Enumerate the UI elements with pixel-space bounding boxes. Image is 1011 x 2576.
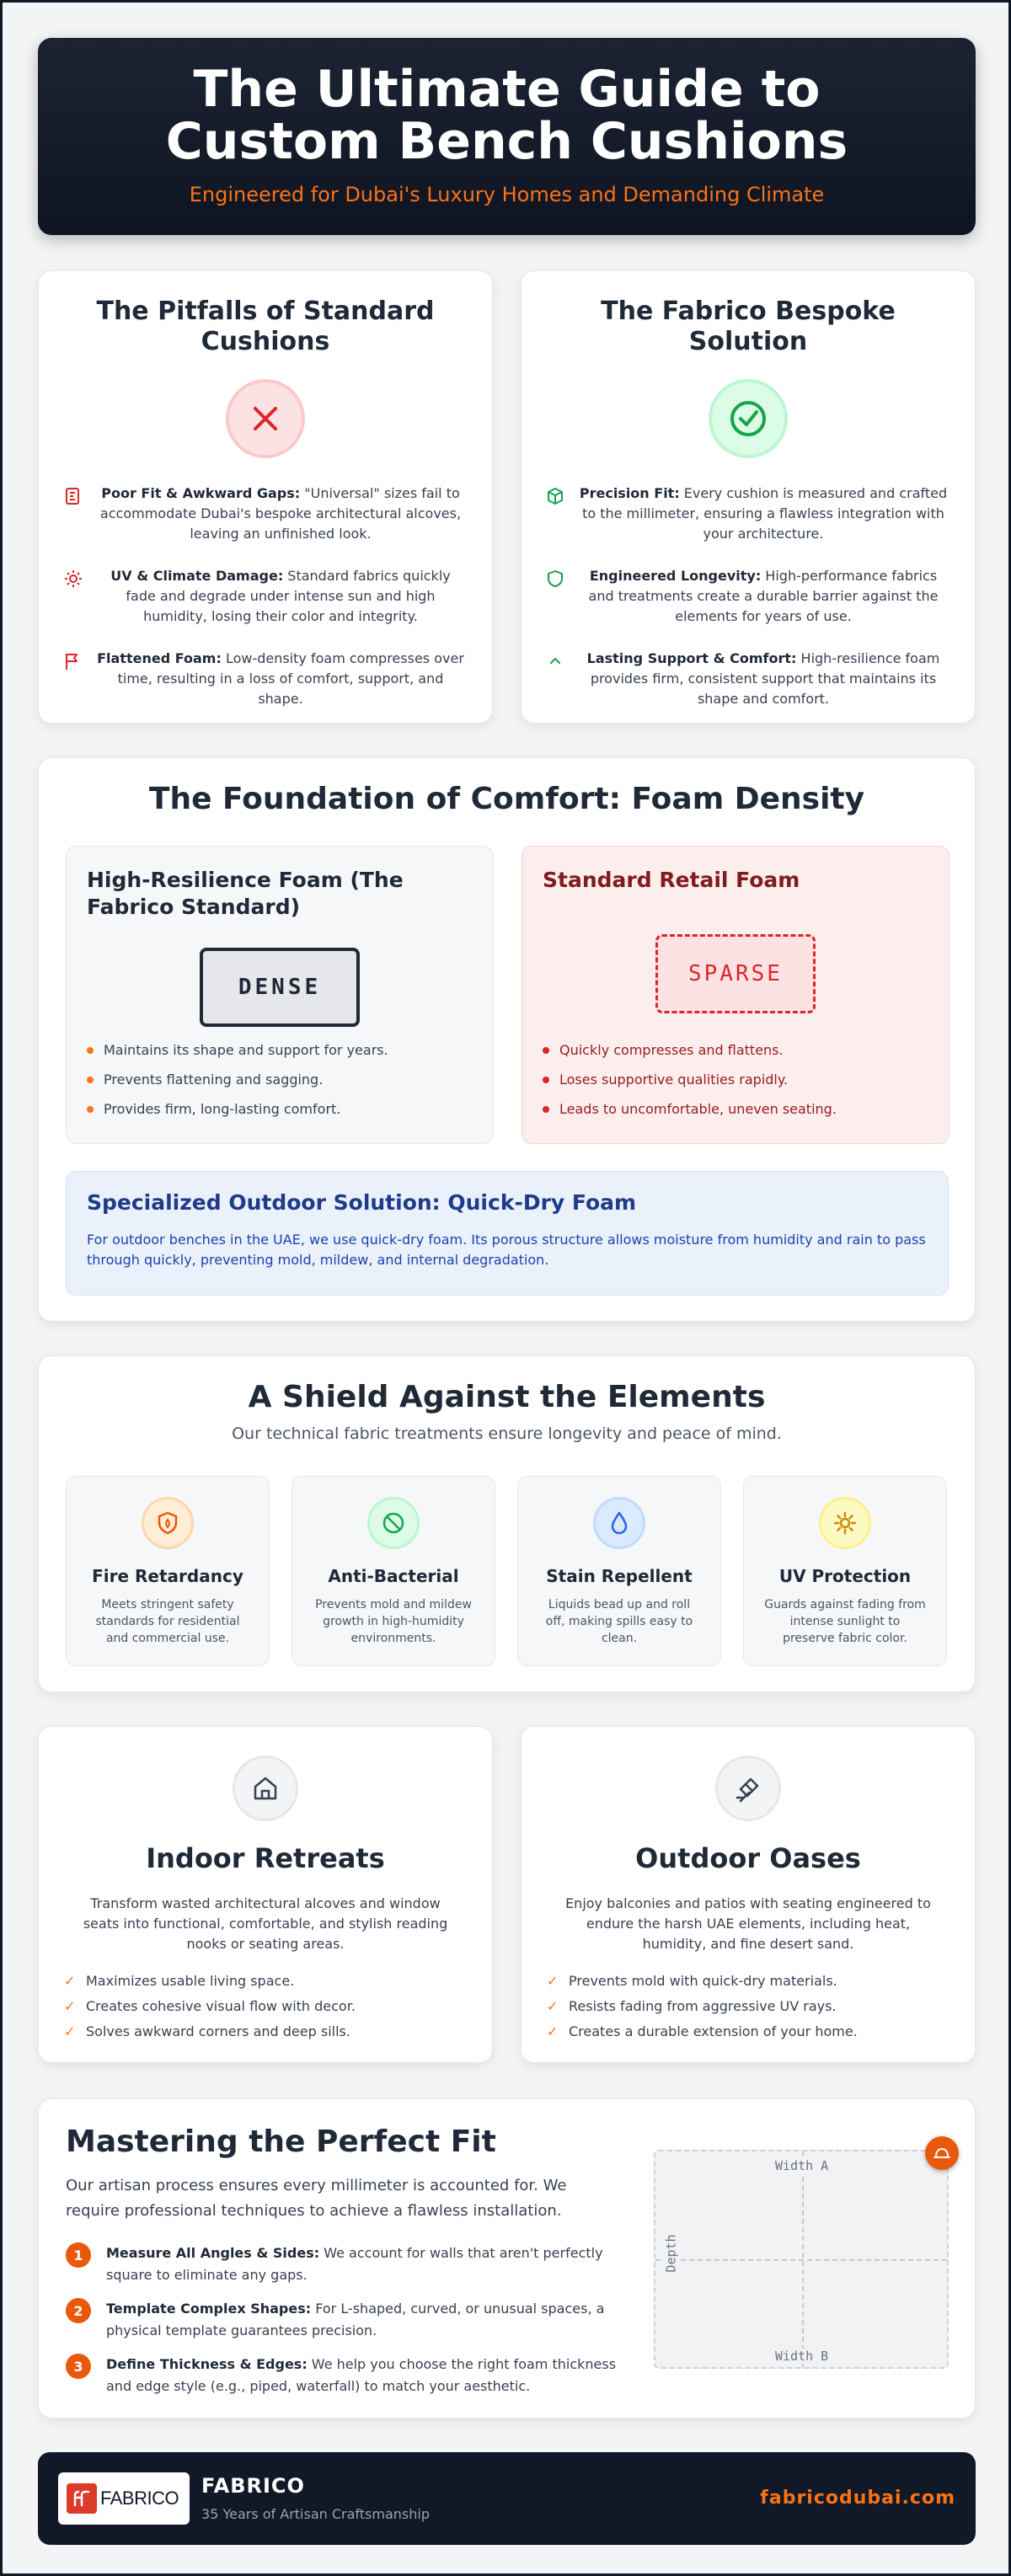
feature-text: Meets stringent safety standards for residential and commercial use. [95,1598,240,1645]
outdoor-list [547,1973,949,2039]
perfect-fit-section [38,2098,976,2418]
foam-good-title: High-Resilience Foam (The Fabrico Standard) [87,868,404,919]
fit-step [66,2354,622,2397]
quick-dry-text: For outdoor benches in the UAE, we use quick-dry foam. Its porous structure allows moisture from humidity and rain to pass through quickly, preventing mold, mildew, and internal degradation. [87,1232,926,1268]
pitfall-item [64,566,467,627]
solution-item [547,649,949,709]
feature-title: Stain Repellent [546,1566,693,1586]
diagram-center-horizontal [655,2259,947,2261]
feature-text: Liquids bead up and roll off, making spills easy to clean. [545,1598,693,1645]
feature-card-anti-bacterial [292,1476,495,1666]
check-circle-icon [709,379,788,458]
step-label: Template Complex Shapes: [106,2301,312,2317]
pitfalls-card [38,270,493,724]
outdoor-title: Outdoor Oases [635,1842,861,1874]
standard-foam-panel [522,846,949,1144]
dense-foam-sample: DENSE [200,948,360,1027]
solution-card [521,270,976,724]
home-icon [233,1756,298,1821]
foam-section-title: The Foundation of Comfort: Foam Density [148,782,865,816]
list-item: Quickly compresses and flattens. [543,1042,837,1058]
solution-label: Engineered Longevity: [589,568,762,584]
pitfalls-title: The Pitfalls of Standard Cushions [96,297,435,356]
foam-good-list [87,1042,388,1130]
feature-card-fire-retardancy [66,1476,270,1666]
step-text: We account for walls that aren't perfectly square to eliminate any gaps. [106,2245,603,2283]
fit-step [66,2298,622,2342]
sun-icon [64,569,84,591]
pitfall-label: Poor Fit & Awkward Gaps: [101,485,301,501]
pitfall-text: Low-density foam compresses over time, resulting in a loss of comfort, support, and shape. [117,650,464,707]
step-text: We help you choose the right foam thickness and edge style (e.g., piped, waterfall) to match your aesthetic. [106,2356,617,2394]
foam-density-section [38,757,976,1322]
width-a-label: Width A [775,2158,829,2173]
outdoor-text: Enjoy balconies and patios with seating engineered to endure the harsh UAE elements, including heat, humidity, and fine desert sand. [565,1895,931,1952]
feature-title: Fire Retardancy [92,1566,243,1586]
solution-item [547,566,949,627]
foam-bad-list [543,1042,837,1130]
feature-title: Anti-Bacterial [328,1566,459,1586]
list-item: ✓ Resists fading from aggressive UV rays. [547,1998,949,2014]
list-item: Leads to uncomfortable, uneven seating. [543,1101,837,1117]
step-number: 3 [66,2354,91,2379]
outdoor-oases-card [521,1726,976,2063]
page-subtitle: Engineered for Dubai's Luxury Homes and Demanding Climate [189,183,825,206]
indoor-retreats-card [38,1726,493,2063]
high-resilience-foam-panel [66,846,494,1144]
website-link[interactable]: fabricodubai.com [760,2488,955,2509]
hard-hat-icon [925,2136,959,2170]
pitfall-label: UV & Climate Damage: [110,568,284,584]
feature-title: UV Protection [778,1566,912,1586]
pitfall-item [64,484,467,544]
flag-icon [64,652,84,674]
feature-card-uv-protection [743,1476,947,1666]
quick-dry-title: Specialized Outdoor Solution: Quick-Dry Foam [87,1190,637,1215]
indoor-text: Transform wasted architectural alcoves and window seats into functional, comfortable, and stylish reading nooks or seating areas. [83,1895,448,1952]
step-number: 2 [66,2298,91,2323]
fit-title: Mastering the Perfect Fit [66,2124,496,2159]
list-item: ✓ Creates a durable extension of your home. [547,2023,949,2039]
list-item: ✓ Prevents mold with quick-dry materials. [547,1973,949,1989]
indoor-list [64,1973,467,2039]
footer-brand: FABRICO [201,2474,305,2498]
list-item: Loses supportive qualities rapidly. [543,1072,837,1088]
fit-step [66,2242,622,2286]
list-item: ✓ Solves awkward corners and deep sills. [64,2023,467,2039]
umbrella-icon [715,1756,781,1821]
step-label: Define Thickness & Edges: [106,2356,308,2372]
shield-icon [547,569,567,591]
cube-icon [547,487,567,509]
step-label: Measure All Angles & Sides: [106,2245,320,2261]
list-item: Provides firm, long-lasting comfort. [87,1101,388,1117]
list-item: Maintains its shape and support for years. [87,1042,388,1058]
pitfall-label: Flattened Foam: [97,650,222,666]
page-title: The Ultimate Guide to Custom Bench Cushions [165,60,848,171]
chevron-up-icon [547,652,567,674]
no-bacteria-icon [367,1497,420,1549]
quick-dry-foam-callout [66,1171,949,1296]
fit-intro: Our artisan process ensures every millimeter is accounted for. We require professional techniques to achieve a flawless installation. [66,2177,567,2220]
solution-label: Precision Fit: [579,485,680,501]
close-icon [226,379,305,458]
list-item: Prevents flattening and sagging. [87,1072,388,1088]
sparse-foam-sample: SPARSE [655,934,816,1013]
width-b-label: Width B [775,2349,829,2364]
depth-label: Depth [663,2234,679,2273]
fabrico-logo[interactable] [58,2472,190,2525]
shield-title: A Shield Against the Elements [248,1380,766,1414]
logo-wordmark: FABRICO [100,2488,179,2509]
water-drop-icon [593,1497,645,1549]
pitfall-item [64,649,467,709]
step-number: 1 [66,2242,91,2268]
measurement-diagram [654,2150,949,2369]
feature-card-stain-repellent [517,1476,721,1666]
pitfall-text: "Universal" sizes fail to accommodate Dubai's bespoke architectural alcoves, leaving an unfinished look. [99,485,462,542]
step-text: For L-shaped, curved, or unusual spaces, a physical template guarantees precision. [106,2301,605,2338]
footer-tagline: 35 Years of Artisan Craftsmanship [201,2506,430,2522]
solution-text: High-resilience foam provides firm, consistent support that maintains its shape and comfort. [590,650,940,707]
list-item: ✓ Creates cohesive visual flow with decor. [64,1998,467,2014]
shield-subtitle: Our technical fabric treatments ensure longevity and peace of mind. [232,1424,782,1443]
flame-shield-icon [142,1497,194,1549]
solution-text: High-performance fabrics and treatments create a durable barrier against the elements for years of use. [588,568,939,624]
solution-text: Every cushion is measured and crafted to the millimeter, ensuring a flawless integration with your architecture. [582,485,948,542]
feature-text: Guards against fading from intense sunlight to preserve fabric color. [764,1598,926,1645]
feature-text: Prevents mold and mildew growth in high-humidity environments. [315,1598,472,1645]
list-item: ✓ Maximizes usable living space. [64,1973,467,1989]
logo-mark-icon [67,2483,97,2514]
solution-item [547,484,949,544]
pitfall-text: Standard fabrics quickly fade and degrade under intense sun and high humidity, losing their color and integrity. [126,568,451,624]
fabric-treatments-section [38,1355,976,1692]
solution-label: Lasting Support & Comfort: [586,650,797,666]
indoor-title: Indoor Retreats [146,1842,385,1874]
hero-banner [38,38,976,235]
footer [38,2452,976,2545]
ruler-icon [64,487,84,509]
solution-title: The Fabrico Bespoke Solution [601,297,896,356]
sun-icon [819,1497,871,1549]
foam-bad-title: Standard Retail Foam [543,868,800,892]
